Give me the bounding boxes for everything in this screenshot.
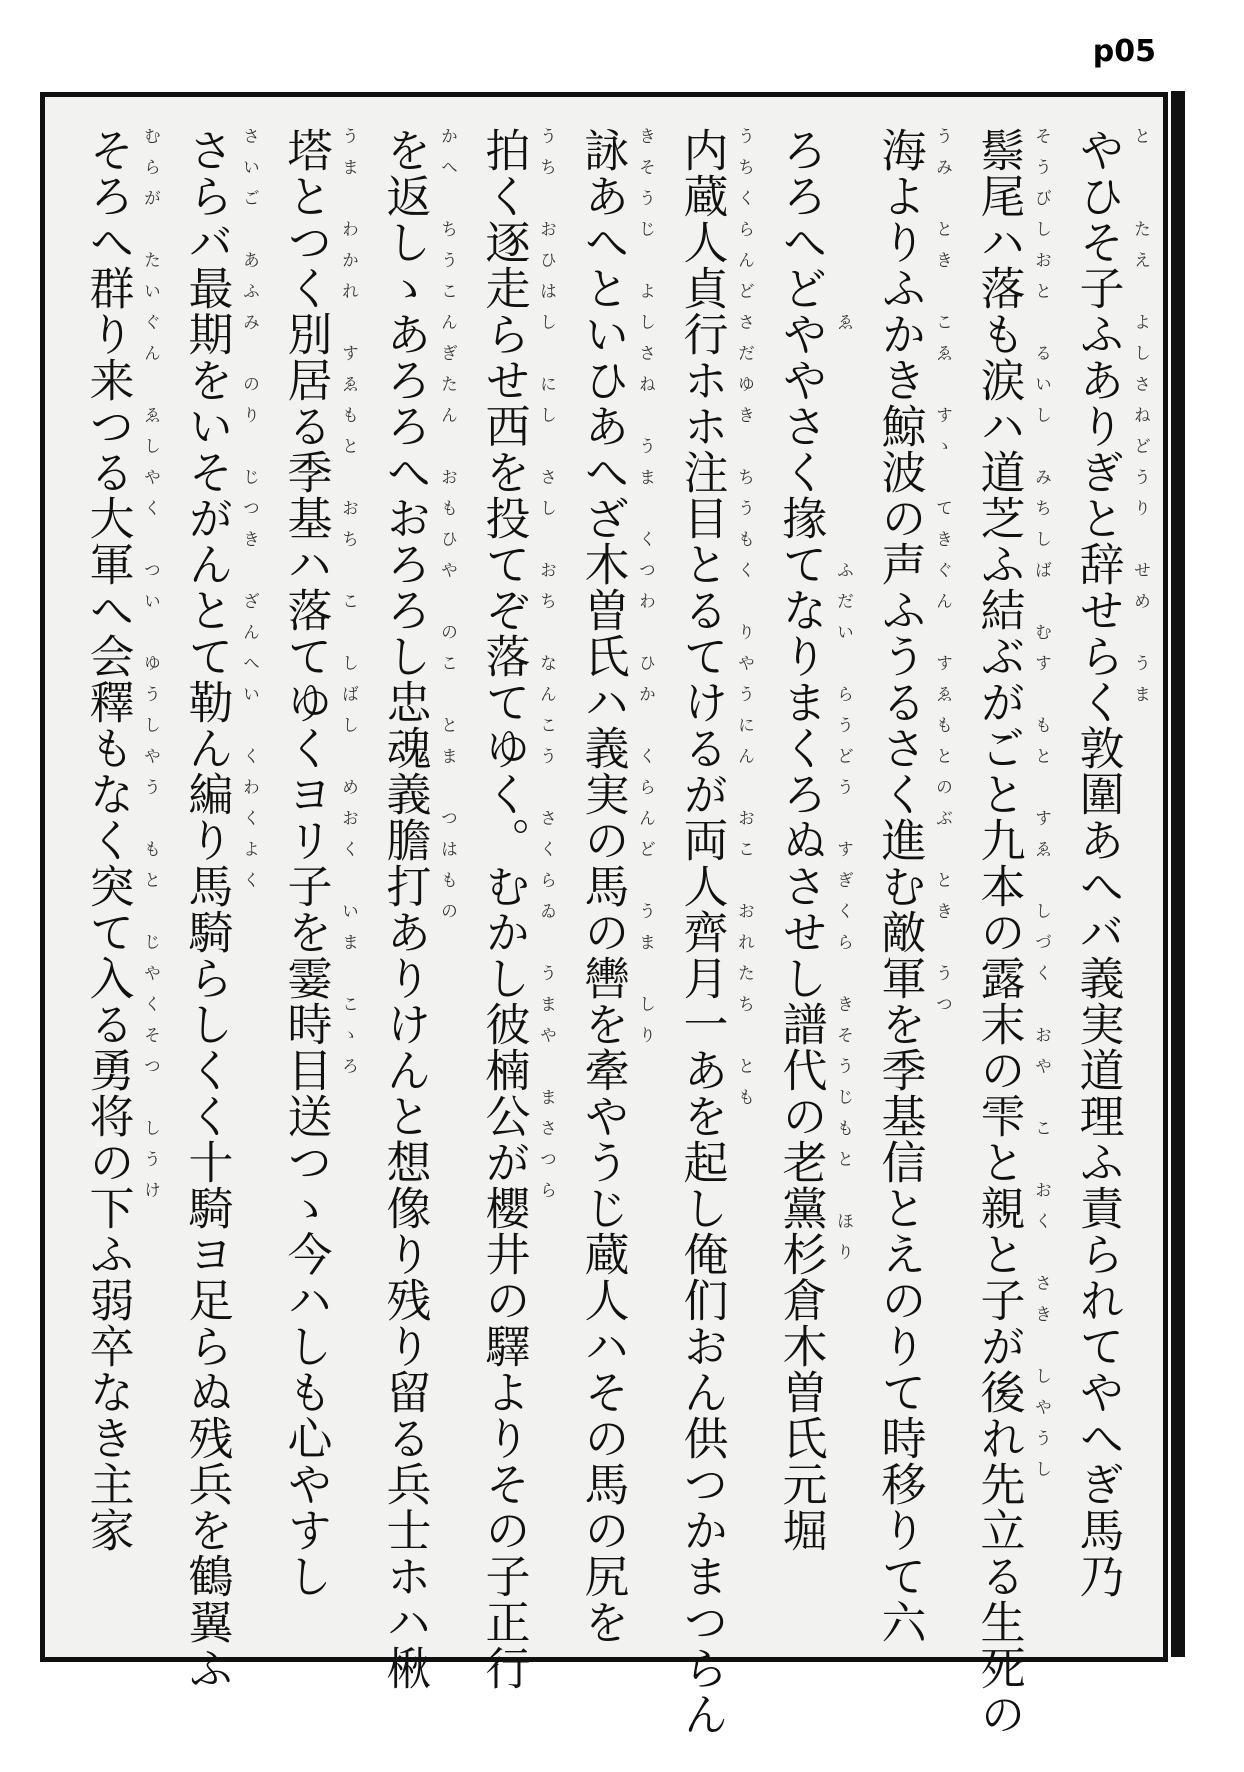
column-text: 塔とつく別居る季基ハ落てゆくヨリ子を霎時目送つゝ今ハしも心やすし — [279, 127, 333, 1599]
text-column — [73, 127, 160, 1627]
column-text: ろろへどややさく掾てなりまくろぬさせし譜代の老黨杉倉木曽氏元堀 — [774, 127, 828, 1553]
column-furigana: ゑ ふだい らうどう すぎくら きそうじもと ほり — [833, 127, 853, 1274]
text-column — [766, 127, 853, 1627]
column-furigana: きそうじ よしさね うま くつわ ひか くらんど うま しり — [635, 127, 655, 1057]
column-furigana: うま わかれ すゑもと おち こ しばし めおく いま こゝろ — [338, 127, 358, 1088]
column-furigana: と たえ よしさねどうり せめ うま — [1130, 127, 1150, 716]
column-text: そろへ群り来つる大軍へ会釋もなく突て入る勇将の下ふ弱卒なき主家 — [81, 127, 135, 1553]
column-text: を返しゝあろろへおろろし忠魂義膽打ありけんと想像り残り留る兵士ホハ楸 — [378, 127, 432, 1691]
column-furigana: うちくらんどさだゆき ちうもく りやうにん おこ おれたち とも — [734, 127, 754, 1119]
column-furigana: さいご あふみ のり じつき ざんへい くわくよく — [239, 127, 259, 902]
column-furigana: そうびしおと るいし みちしば むす もと すゑ しづく おや こ おく さき しやうし — [1031, 127, 1051, 1491]
text-column — [1063, 127, 1150, 1627]
text-column — [370, 127, 457, 1691]
column-text: 海よりふかき鯨波の声ふうるさく進む敵軍を季基信とえのりて時移りて六 — [873, 127, 927, 1645]
text-column — [865, 127, 952, 1645]
text-column — [271, 127, 358, 1627]
column-furigana: うち おひはし にし さし おち なんこう さくらゐ うまや まさつら — [536, 127, 556, 1212]
column-furigana: むらが たいぐん ゑしやく つい ゆうしやう もと じやくそつ しうけ — [140, 127, 160, 1212]
column-text: さらバ最期をいそがんとて勒ん編り馬騎らしくく十騎ヨ足らぬ残兵を鶴翼ふ — [180, 127, 234, 1691]
text-column — [172, 127, 259, 1691]
page-number: p05 — [1092, 34, 1156, 69]
column-text: 拍く逐走らせ西を投てぞ落てゆく。むかし彼楠公が櫻井の驛よりその子正行 — [477, 127, 531, 1691]
text-column — [568, 127, 655, 1645]
column-text: 内蔵人貞行ホホ注目とるてけるが両人齊月一あを起し俺们おん供つかまつらん — [675, 127, 729, 1737]
column-text: 鬃尾ハ落も涙ハ道芝ふ結ぶがごと九本の露末の雫と親と子が後れ先立る生死の — [972, 127, 1026, 1737]
text-column — [667, 127, 754, 1737]
text-column — [964, 127, 1051, 1737]
column-text: やひそ子ふありぎと辞せらく敦圍あへバ義実道理ふ責られてやへぎ馬乃 — [1071, 127, 1125, 1599]
column-furigana: かへ ちうこんぎたん おもひや のこ とま つはもの — [437, 127, 457, 933]
column-furigana: うみ とき こゑ すゝ てきぐん すゑもとのぶ とき うつ — [932, 127, 952, 1026]
column-text: 詠あへといひあへざ木曽氏ハ義実の馬の轡を牽やうじ蔵人ハその馬の尻を — [576, 127, 630, 1645]
page-frame — [40, 92, 1168, 1737]
text-column — [469, 127, 556, 1691]
vertical-text-block — [73, 127, 1150, 1737]
